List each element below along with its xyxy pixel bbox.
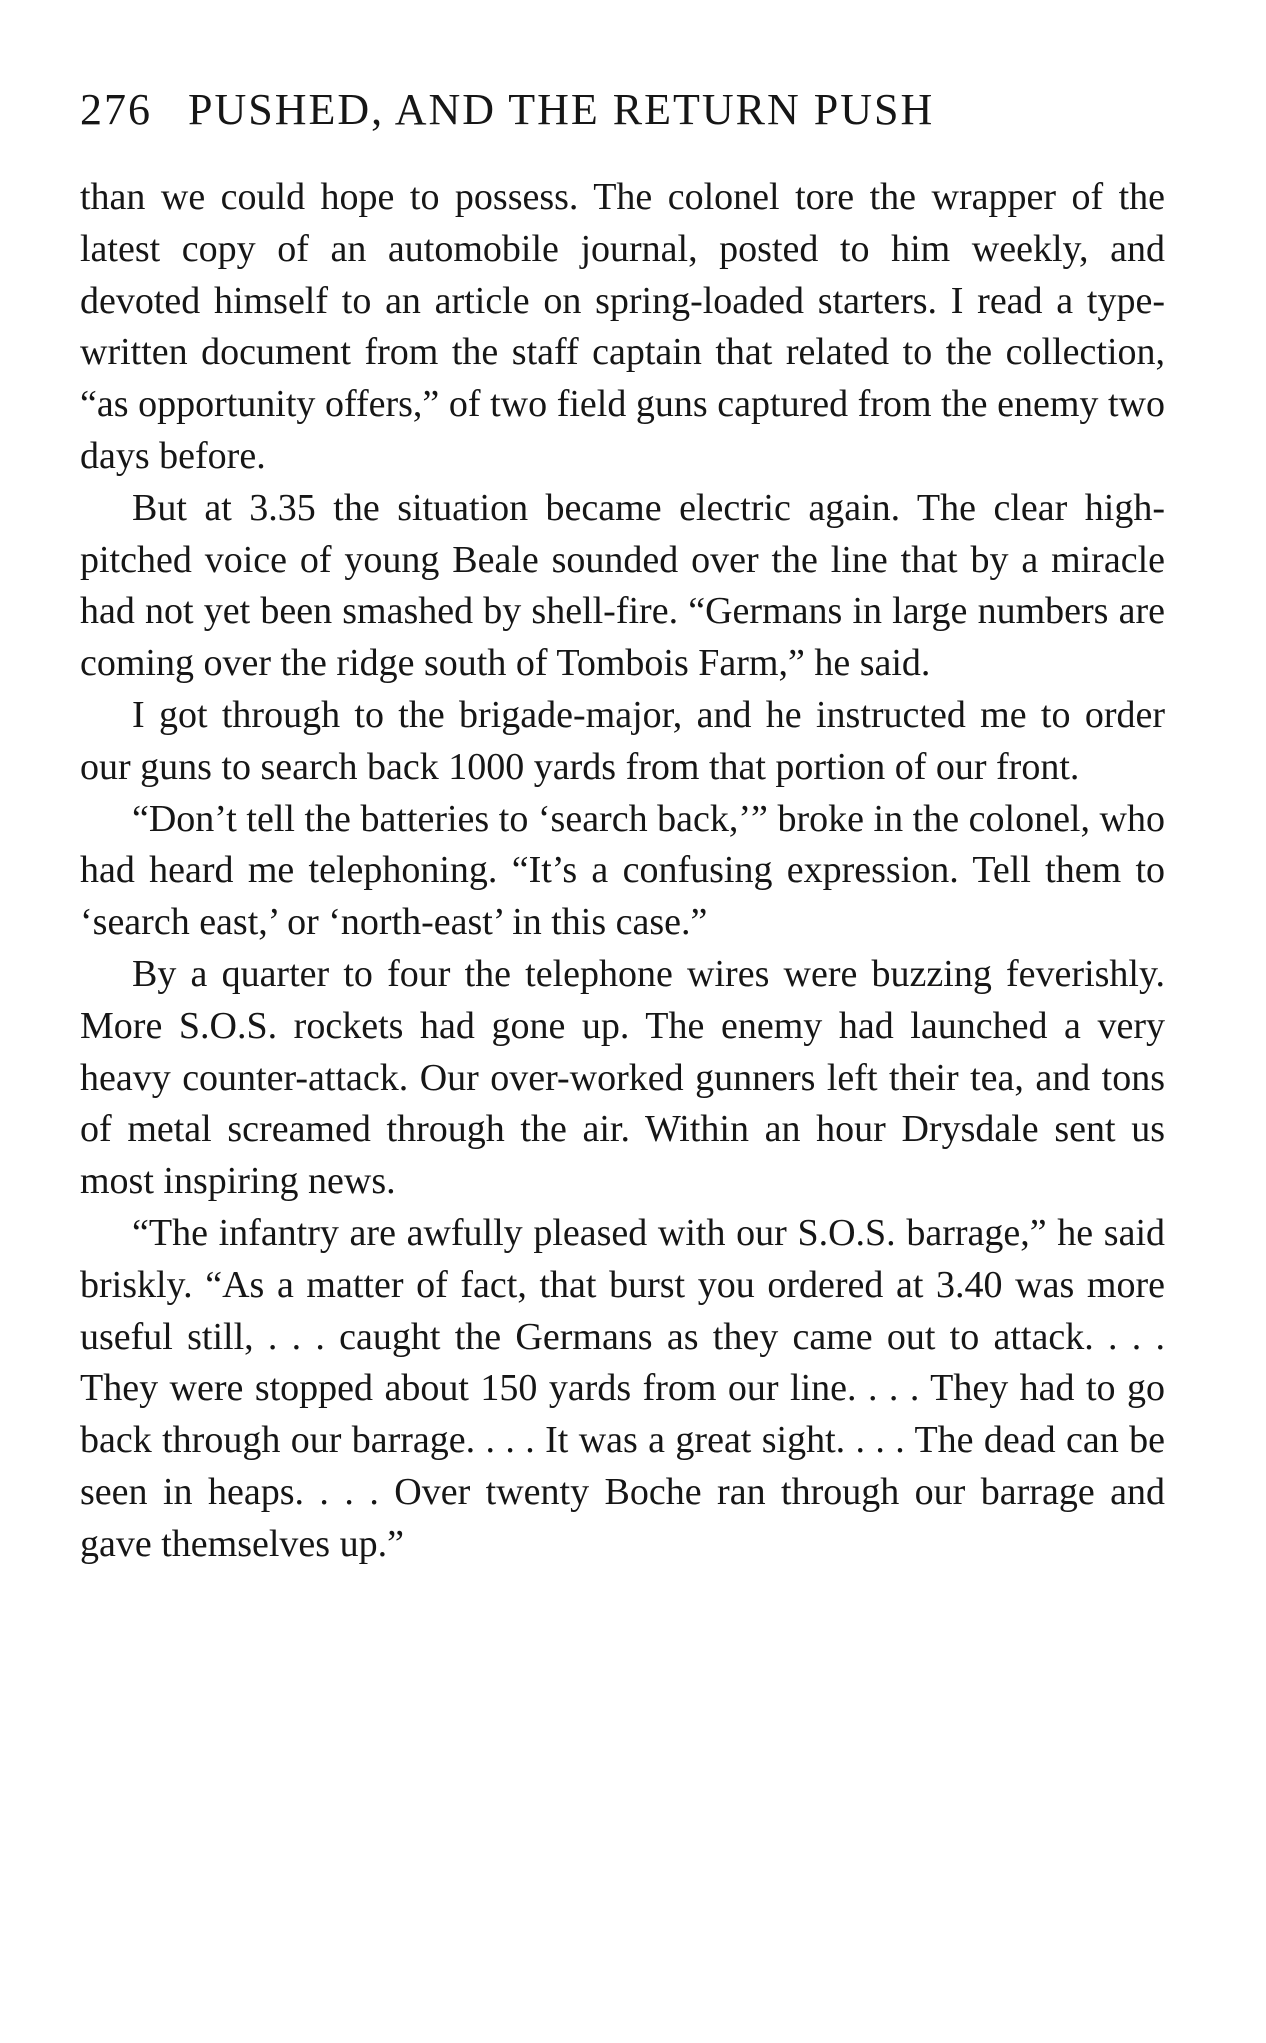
paragraph: “The infantry are awfully pleased with our S.O.S. barrage,” he said briskly. “As a matter of fact, that burst you ordered at 3.40 was more useful still, . . . caught the Germans as they came out to attack. . . . They were stopped about 150 yards from our line. . . . They had to go back through our barrage. . . . It was a great sight. . . . The dead can be seen in heaps. . . . Over twenty Boche ran through our barrage and gave themselves up.” [80, 1211, 1165, 1565]
paragraph: I got through to the brigade-major, and he instructed me to order our guns to search back 1000 yards from that portion of our front. [80, 693, 1165, 788]
paragraph: But at 3.35 the situation became electric again. The clear high-pitched voice of young Beale sounded over the line that by a miracle had not yet been smashed by shell-fire. “Germans in large numbers are coming over the ridge south of Tombois Farm,” he said. [80, 486, 1165, 685]
page-number: 276 [80, 85, 152, 134]
running-header [80, 70, 1165, 150]
running-title: PUSHED, AND THE RETURN PUSH [188, 85, 935, 134]
book-page [80, 70, 1165, 1571]
paragraph: By a quarter to four the telephone wires were buzzing feverishly. More S.O.S. rockets had gone up. The enemy had launched a very heavy counter-attack. Our over-worked gunners left their tea, and tons of metal screamed through the air. Within an hour Drysdale sent us most inspiring news. [80, 952, 1165, 1203]
paragraph-continued: than we could hope to possess. The colonel tore the wrapper of the latest copy of an automobile journal, posted to him weekly, and devoted himself to an article on spring-loaded starters. I read a type-written document from the staff captain that related to the collection, “as opportunity offers,” of two field guns captured from the enemy two days before. [80, 176, 1165, 477]
paragraph: “Don’t tell the batteries to ‘search back,’” broke in the colonel, who had heard me telephoning. “It’s a confusing expression. Tell them to ‘search east,’ or ‘north-east’ in this case.” [80, 797, 1165, 944]
body-text [80, 172, 1165, 1571]
